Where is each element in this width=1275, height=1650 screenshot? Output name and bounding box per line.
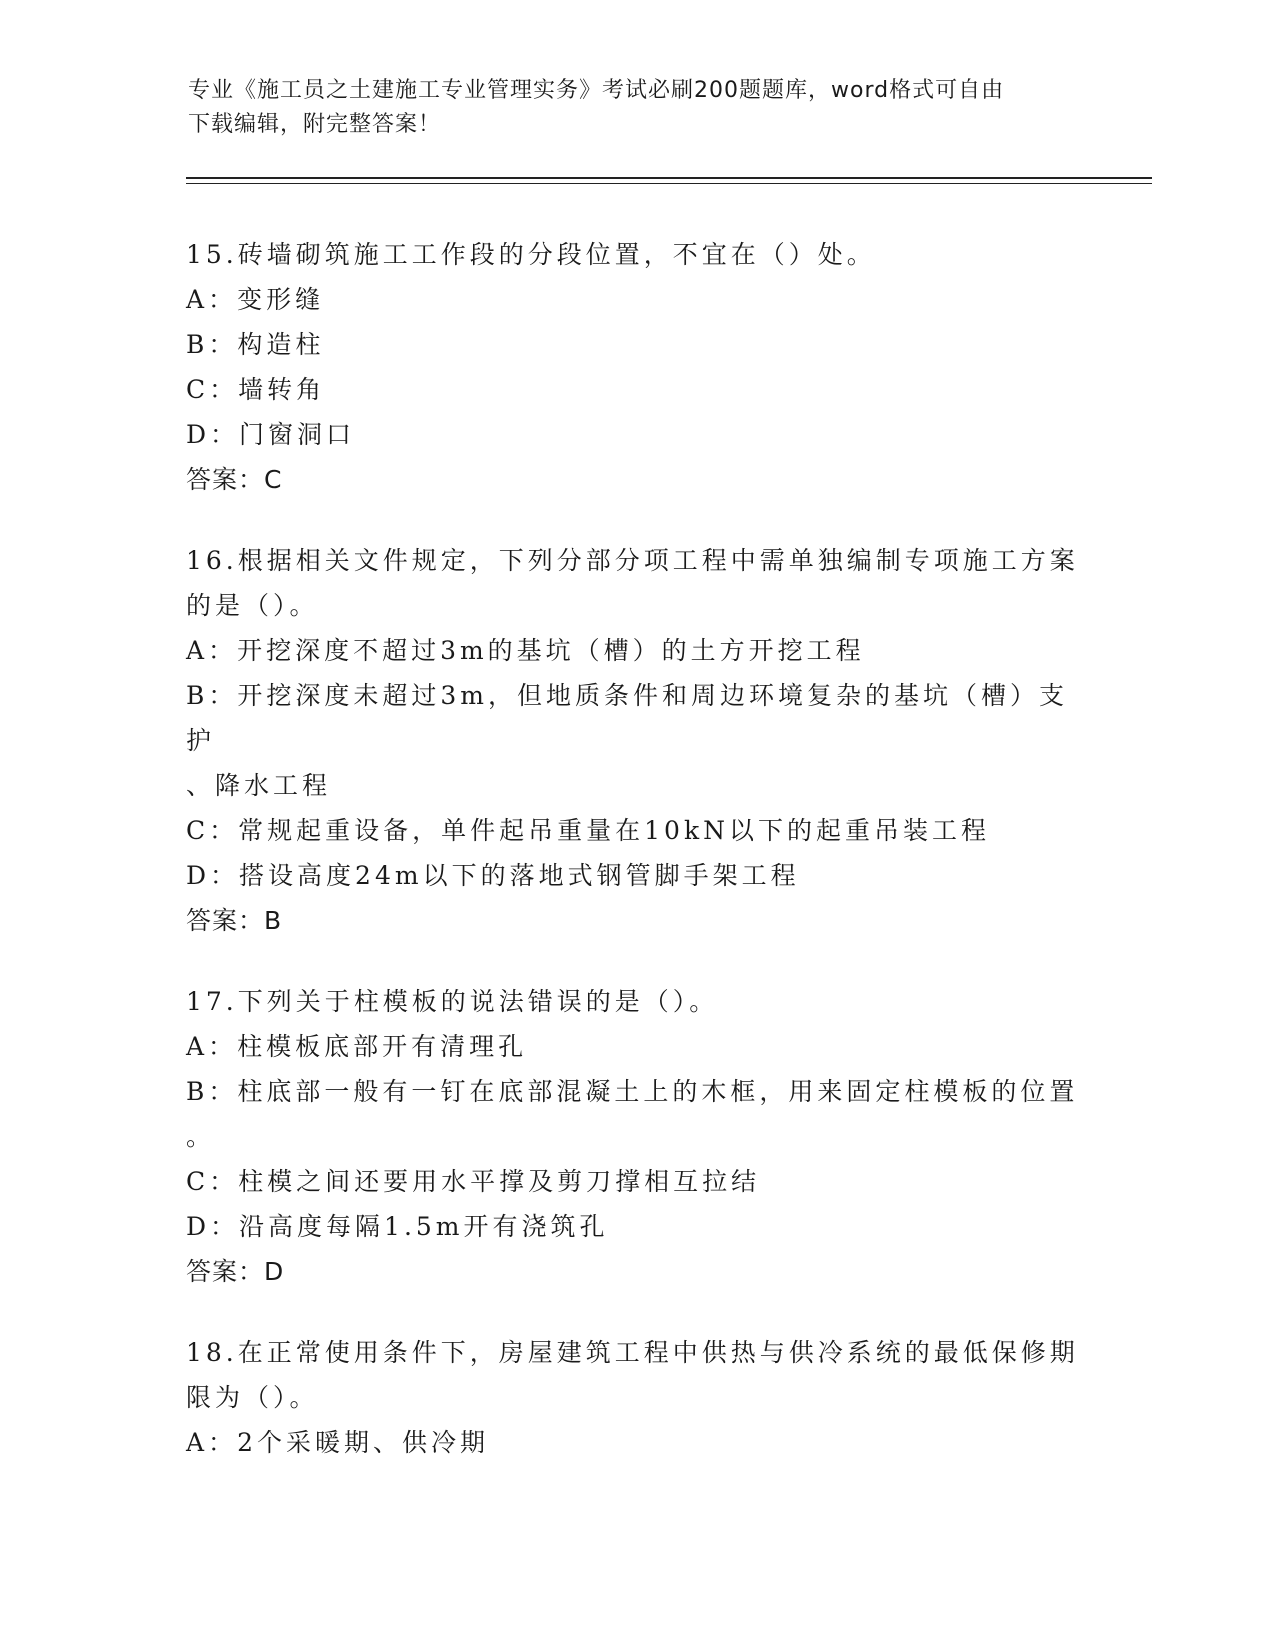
option-key: C：	[186, 1167, 239, 1196]
question-block	[186, 979, 1086, 1294]
header-divider-thin	[186, 183, 1152, 184]
question-list	[186, 232, 1086, 1501]
option-key: C：	[186, 375, 239, 404]
option-key: B：	[186, 1077, 238, 1106]
question-block	[186, 538, 1086, 943]
option-line	[186, 277, 1086, 322]
document-header	[188, 74, 1068, 142]
answer-line: 答案：C	[186, 465, 283, 494]
option-text: 墙转角	[238, 375, 326, 404]
option-text: 柱模板底部开有清理孔	[237, 1032, 528, 1061]
option-line	[186, 412, 1086, 457]
option-text: 。	[186, 1122, 216, 1151]
option-key: A：	[186, 636, 238, 665]
option-key: C：	[186, 816, 239, 845]
option-line	[186, 1420, 1086, 1465]
option-text: 柱模之间还要用水平撑及剪刀撑相互拉结	[238, 1167, 761, 1196]
option-text: 常规起重设备，单件起吊重量在10kN以下的起重吊装工程	[238, 816, 990, 845]
option-line	[186, 808, 1086, 853]
header-line-2: 下载编辑，附完整答案！	[188, 112, 442, 137]
option-key: D：	[186, 1212, 240, 1241]
header-line-1: 专业《施工员之土建施工专业管理实务》考试必刷200题题库，word格式可自由	[188, 78, 1005, 103]
option-line	[186, 322, 1086, 367]
option-key: A：	[186, 1428, 238, 1457]
question-block	[186, 1330, 1086, 1465]
question-stem-line: 18.在正常使用条件下，房屋建筑工程中供热与供冷系统的最低保修期	[186, 1338, 1079, 1367]
answer-line: 答案：B	[186, 906, 283, 935]
option-line	[186, 673, 1086, 763]
option-text: 构造柱	[237, 330, 325, 359]
option-text: 柱底部一般有一钉在底部混凝土上的木框，用来固定柱模板的位置	[237, 1077, 1079, 1106]
option-text: 开挖深度不超过3m的基坑（槽）的土方开挖工程	[237, 636, 865, 665]
answer-line: 答案：D	[186, 1257, 285, 1286]
option-line	[186, 628, 1086, 673]
question-stem-line: 16.根据相关文件规定，下列分部分项工程中需单独编制专项施工方案	[186, 546, 1079, 575]
option-line	[186, 763, 1086, 808]
header-divider-thick	[186, 177, 1152, 179]
option-text: 开挖深度未超过3m，但地质条件和周边环境复杂的基坑（槽）支护	[186, 681, 1068, 755]
option-text: 搭设高度24m以下的落地式钢管脚手架工程	[239, 861, 800, 890]
option-text: 门窗洞口	[239, 420, 356, 449]
option-text: 、降水工程	[186, 771, 332, 800]
option-line	[186, 1159, 1086, 1204]
option-text: 变形缝	[237, 285, 325, 314]
option-line	[186, 1204, 1086, 1249]
option-key: A：	[186, 285, 238, 314]
option-key: B：	[186, 681, 238, 710]
option-line	[186, 1114, 1086, 1159]
option-key: D：	[186, 420, 240, 449]
question-stem-line: 的是（）。	[186, 591, 319, 620]
option-key: A：	[186, 1032, 238, 1061]
question-stem-line: 15.砖墙砌筑施工工作段的分段位置，不宜在（）处。	[186, 240, 876, 269]
option-key: D：	[186, 861, 240, 890]
option-line	[186, 1069, 1086, 1114]
option-line	[186, 367, 1086, 412]
option-text: 沿高度每隔1.5m开有浇筑孔	[239, 1212, 609, 1241]
question-stem-line: 17.下列关于柱模板的说法错误的是（）。	[186, 987, 719, 1016]
option-line	[186, 853, 1086, 898]
question-block	[186, 232, 1086, 502]
option-text: 2个采暖期、供冷期	[237, 1428, 489, 1457]
option-key: B：	[186, 330, 238, 359]
question-stem-line: 限为（）。	[186, 1383, 319, 1412]
option-line	[186, 1024, 1086, 1069]
